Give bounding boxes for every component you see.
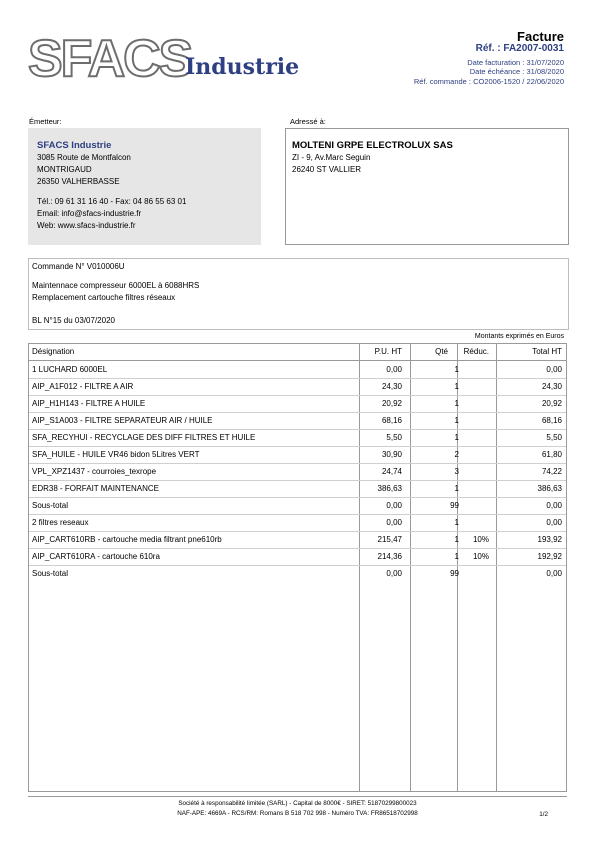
header-total: Total HT <box>532 347 562 356</box>
footer-legal-1: Société à responsabilité limitée (SARL) - Capital de 8000€ - SIRET: 51870299800023 <box>178 800 417 807</box>
row-designation: VPL_XPZ1437 - courroies_texrope <box>32 467 157 476</box>
row-unit-price: 214,36 <box>377 552 402 561</box>
emitter-web: Web: www.sfacs-industrie.fr <box>37 221 136 230</box>
row-quantity: 1 <box>454 484 459 493</box>
row-total: 20,92 <box>541 399 562 408</box>
header-discount: Réduc. <box>463 347 489 356</box>
recipient-label: Adressé à: <box>290 117 326 126</box>
due-date: Date échéance : 31/08/2020 <box>469 67 564 76</box>
recipient-address: ZI - 9, Av.Marc Seguin <box>292 153 371 162</box>
row-total: 0,00 <box>546 501 562 510</box>
emitter-city: MONTRIGAUD <box>37 165 92 174</box>
order-info-block <box>28 258 569 330</box>
table-row <box>29 565 566 582</box>
row-total: 61,80 <box>541 450 562 459</box>
row-designation: AIP_S1A003 - FILTRE SEPARATEUR AIR / HUILE <box>32 416 213 425</box>
row-total: 0,00 <box>546 365 562 374</box>
emitter-phone: Tél.: 09 61 31 16 40 - Fax: 04 86 55 63 01 <box>37 197 187 206</box>
order-description-2: Remplacement cartouche filtres réseaux <box>32 293 176 302</box>
header-designation: Désignation <box>32 347 75 356</box>
emitter-postal: 26350 VALHERBASSE <box>37 177 120 186</box>
row-total: 193,92 <box>537 535 562 544</box>
table-row <box>29 463 566 481</box>
row-total: 24,30 <box>541 382 562 391</box>
invoice-lines-table <box>28 343 567 792</box>
row-unit-price: 0,00 <box>386 501 402 510</box>
logo-industrie-text: Industrie <box>185 54 300 80</box>
document-title: Facture <box>517 29 564 44</box>
row-designation: EDR38 - FORFAIT MAINTENANCE <box>32 484 159 493</box>
row-total: 68,16 <box>541 416 562 425</box>
footer-divider <box>28 796 567 797</box>
row-quantity: 1 <box>454 518 459 527</box>
row-unit-price: 24,30 <box>381 382 402 391</box>
row-total: 386,63 <box>537 484 562 493</box>
row-total: 0,00 <box>546 569 562 578</box>
row-quantity: 99 <box>450 569 459 578</box>
invoice-reference: Réf. : FA2007-0031 <box>475 43 564 54</box>
order-description-1: Maintennace compresseur 6000EL à 6088HRS <box>32 281 200 290</box>
company-logo <box>28 30 318 88</box>
row-unit-price: 20,92 <box>381 399 402 408</box>
row-total: 74,22 <box>541 467 562 476</box>
row-quantity: 1 <box>454 399 459 408</box>
emitter-address: 3085 Route de Montfalcon <box>37 153 131 162</box>
row-unit-price: 386,63 <box>377 484 402 493</box>
row-unit-price: 215,47 <box>377 535 402 544</box>
logo-sfacs-text: SFACS <box>28 30 192 88</box>
row-designation: AIP_A1F012 - FILTRE A AIR <box>32 382 134 391</box>
table-row <box>29 361 566 379</box>
invoice-date: Date facturation : 31/07/2020 <box>467 58 564 67</box>
row-discount: 10% <box>472 535 489 544</box>
header-quantity: Qté <box>435 347 448 356</box>
row-discount: 10% <box>472 552 489 561</box>
row-quantity: 99 <box>450 501 459 510</box>
row-designation: AIP_CART610RB - cartouche media filtrant pne610rb <box>32 535 222 544</box>
table-row <box>29 531 566 549</box>
row-quantity: 1 <box>454 552 459 561</box>
table-row <box>29 548 566 566</box>
emitter-email: Email: info@sfacs-industrie.fr <box>37 209 142 218</box>
row-unit-price: 24,74 <box>381 467 402 476</box>
row-total: 5,50 <box>546 433 562 442</box>
row-unit-price: 30,90 <box>381 450 402 459</box>
row-total: 0,00 <box>546 518 562 527</box>
currency-note: Montants exprimés en Euros <box>474 333 564 340</box>
row-quantity: 1 <box>454 535 459 544</box>
recipient-name: MOLTENI GRPE ELECTROLUX SAS <box>292 140 453 151</box>
row-quantity: 2 <box>454 450 459 459</box>
row-unit-price: 0,00 <box>386 569 402 578</box>
delivery-note: BL N°15 du 03/07/2020 <box>32 316 115 325</box>
row-quantity: 1 <box>454 365 459 374</box>
table-row <box>29 395 566 413</box>
row-designation: Sous-total <box>32 501 69 510</box>
row-designation: Sous-total <box>32 569 69 578</box>
row-quantity: 1 <box>454 382 459 391</box>
footer-legal-2: NAF-APE: 4669A - RCS/RM: Romans B 518 702 998 - Numéro TVA: FR86518702998 <box>177 810 418 817</box>
row-designation: AIP_H1H143 - FILTRE A HUILE <box>32 399 146 408</box>
emitter-name: SFACS Industrie <box>37 140 112 151</box>
row-designation: AIP_CART610RA - cartouche 610ra <box>32 552 160 561</box>
header-unit-price: P.U. HT <box>374 347 402 356</box>
row-designation: SFA_RECYHUI - RECYCLAGE DES DIFF FILTRES ET HUILE <box>32 433 256 442</box>
row-quantity: 1 <box>454 416 459 425</box>
table-row <box>29 412 566 430</box>
row-quantity: 1 <box>454 433 459 442</box>
table-row <box>29 514 566 532</box>
row-quantity: 3 <box>454 467 459 476</box>
order-reference: Réf. commande : CO2006-1520 / 22/06/2020 <box>413 77 564 86</box>
row-unit-price: 68,16 <box>381 416 402 425</box>
table-row <box>29 429 566 447</box>
recipient-postal: 26240 ST VALLIER <box>292 165 362 174</box>
table-row <box>29 497 566 515</box>
table-row <box>29 378 566 396</box>
recipient-block <box>285 128 569 245</box>
table-row <box>29 480 566 498</box>
row-unit-price: 5,50 <box>386 433 402 442</box>
row-designation: 2 filtres reseaux <box>32 518 89 527</box>
emitter-block <box>28 128 261 245</box>
row-unit-price: 0,00 <box>386 518 402 527</box>
order-number: Commande N° V010006U <box>32 262 125 271</box>
table-header <box>29 344 566 361</box>
row-total: 192,92 <box>537 552 562 561</box>
page-number: 1/2 <box>539 811 548 818</box>
table-row <box>29 446 566 464</box>
row-designation: SFA_HUILE - HUILE VR46 bidon 5Litres VERT <box>32 450 200 459</box>
row-designation: 1 LUCHARD 6000EL <box>32 365 108 374</box>
row-unit-price: 0,00 <box>386 365 402 374</box>
emitter-label: Émetteur: <box>29 117 62 126</box>
